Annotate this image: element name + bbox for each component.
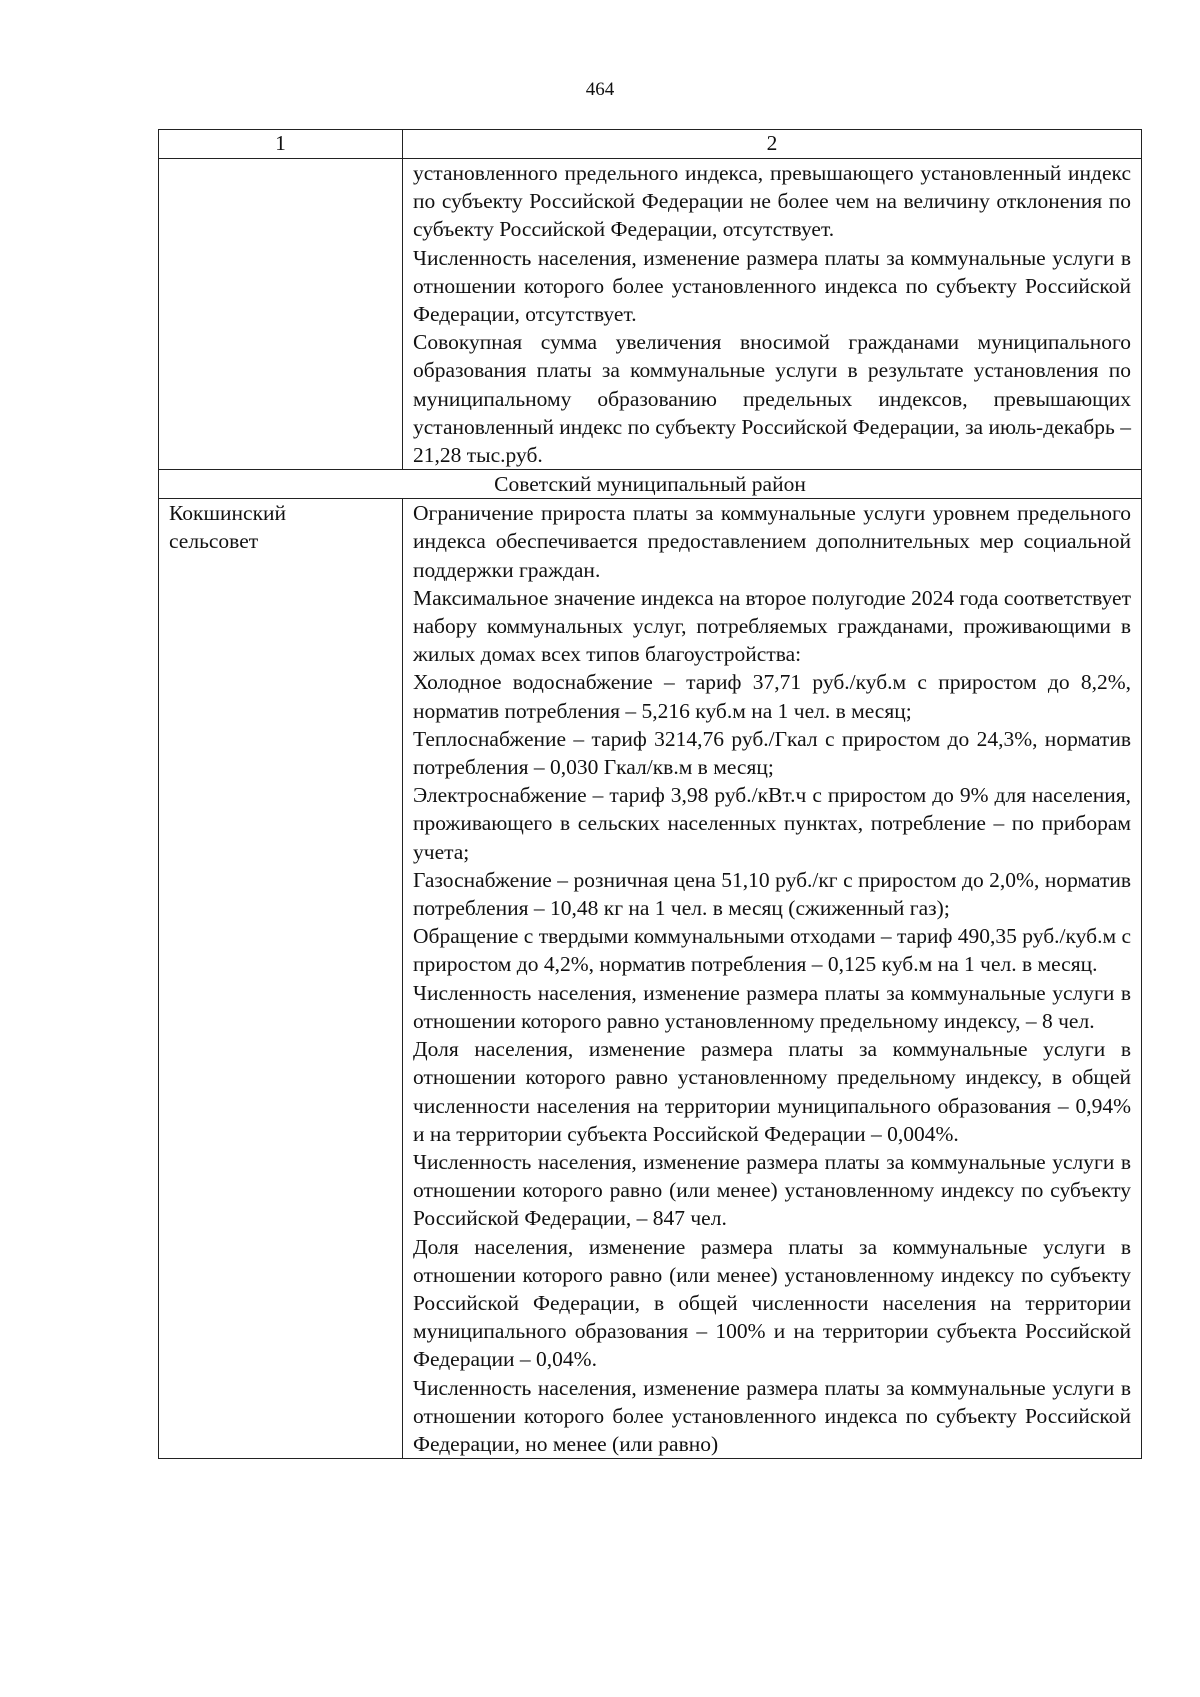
entry-text-cell (403, 499, 1142, 1459)
paragraph: Доля населения, изменение размера платы за коммунальные услуги в отношении которого равно установленному предельному индексу, в общей численности населения на территории муниципального образования – 0,94% и на территории субъекта Российской Федерации – 0,004%. (413, 1037, 1131, 1146)
section-row (159, 470, 1142, 499)
paragraph: Обращение с твердыми коммунальными отходами – тариф 490,35 руб./куб.м с приростом до 4,2%, норматив потребления – 0,125 куб.м на 1 чел. в месяц. (413, 924, 1131, 977)
column-header-1: 1 (159, 130, 403, 159)
continuation-municipality-cell (159, 159, 403, 470)
paragraph: Численность населения, изменение размера платы за коммунальные услуги в отношении которого равно (или менее) установленному индексу по субъекту Российской Федерации, – 847 чел. (413, 1149, 1131, 1231)
municipality-cell (159, 499, 403, 1459)
paragraph: Теплоснабжение – тариф 3214,76 руб./Гкал с приростом до 24,3%, норматив потребления – 0,030 Гкал/кв.м в месяц; (413, 726, 1131, 780)
paragraph: Численность населения, изменение размера платы за коммунальные услуги в отношении которого более установленного индекса по субъекту Российской Федерации, отсутствует. (413, 245, 1131, 327)
page-number: 464 (585, 79, 615, 100)
municipality-name-line: сельсовет (169, 529, 259, 554)
column-header-2: 2 (403, 130, 1142, 159)
continuation-row (159, 159, 1142, 470)
paragraph: Газоснабжение – розничная цена 51,10 руб./кг с приростом до 2,0%, норматив потребления – 10,48 кг на 1 чел. в месяц (сжиженный газ); (413, 867, 1131, 921)
municipality-name-line: Кокшинский (169, 501, 287, 526)
paragraph: Доля населения, изменение размера платы за коммунальные услуги в отношении которого равно (или менее) установленному индексу по субъекту Российской Федерации, в общей численности населения на территории муниципального образования – 100% и на территории субъекта Российской Федерации – 0,04%. (413, 1234, 1131, 1372)
paragraph: Электроснабжение – тариф 3,98 руб./кВт.ч с приростом до 9% для населения, проживающего в сельских населенных пунктах, потребление – по приборам учета; (413, 783, 1131, 864)
section-title: Советский муниципальный район (159, 470, 1142, 499)
paragraph: Численность населения, изменение размера платы за коммунальные услуги в отношении которого более установленного индекса по субъекту Российской Федерации, но менее (или равно) (413, 1375, 1131, 1456)
paragraph: установленного предельного индекса, превышающего установленный индекс по субъекту Российской Федерации не более чем на величину отклонения по субъекту Российской Федерации, отсутствует. (413, 161, 1131, 242)
paragraph: Совокупная сумма увеличения вносимой гражданами муниципального образования платы за коммунальные услуги в результате установления по муниципальному образованию предельных индексов, превышающих установленный индекс по субъекту Российской Федерации, за июль-декабрь – 21,28 тыс.руб. (413, 330, 1131, 468)
paragraph: Холодное водоснабжение – тариф 37,71 руб./куб.м с приростом до 8,2%, норматив потребления – 5,216 куб.м на 1 чел. в месяц; (413, 670, 1131, 723)
continuation-text-cell (403, 159, 1142, 470)
header-row (159, 130, 1142, 159)
entry-row (159, 499, 1142, 1459)
paragraph: Максимальное значение индекса на второе полугодие 2024 года соответствует набору коммунальных услуг, потребляемых гражданами, проживающими в жилых домах всех типов благоустройства: (413, 585, 1131, 667)
paragraph: Ограничение прироста платы за коммунальные услуги уровнем предельного индекса обеспечивается предоставлением дополнительных мер социальной поддержки граждан. (413, 501, 1131, 582)
tariff-table (158, 129, 1142, 1459)
paragraph: Численность населения, изменение размера платы за коммунальные услуги в отношении которого равно установленному предельному индексу, – 8 чел. (413, 980, 1131, 1033)
